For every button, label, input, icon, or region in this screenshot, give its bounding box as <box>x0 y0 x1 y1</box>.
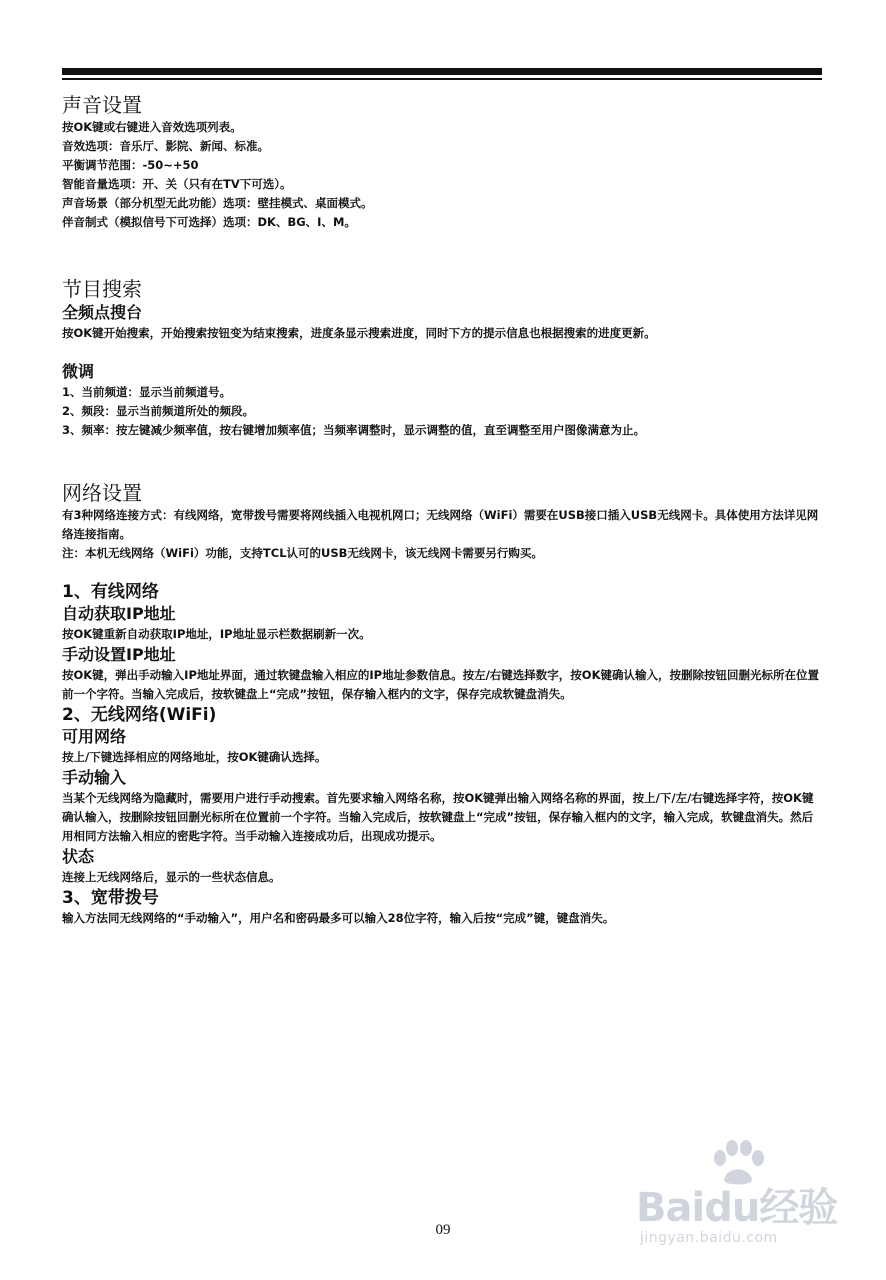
fine-tune-line: 2、频段：显示当前频道所处的频段。 <box>62 404 254 418</box>
broadband-text: 输入方法同无线网络的“手动输入”，用户名和密码最多可以输入28位字符，输入后按“完成”键，键盘消失。 <box>62 911 615 925</box>
wireless-title: 2、无线网络(WiFi) <box>62 705 217 725</box>
auto-ip-title: 自动获取IP地址 <box>62 604 176 623</box>
sound-line: 按OK键或右键进入音效选项列表。 <box>62 120 242 134</box>
auto-ip-text: 按OK键重新自动获取IP地址，IP地址显示栏数据刷新一次。 <box>62 627 371 641</box>
network-title: 网络设置 <box>62 481 142 505</box>
wired-title: 1、有线网络 <box>62 582 159 602</box>
broadband-title: 3、宽带拨号 <box>62 888 159 908</box>
available-title: 可用网络 <box>62 727 127 746</box>
fine-tune-title: 微调 <box>62 362 95 381</box>
watermark-url: jingyan.baidu.com <box>640 1230 778 1246</box>
search-title: 节目搜索 <box>62 277 142 301</box>
sound-title: 声音设置 <box>62 93 142 117</box>
available-text: 按上/下键选择相应的网络地址，按OK键确认选择。 <box>62 750 327 764</box>
sound-line: 平衡调节范围：-50~+50 <box>62 158 199 172</box>
status-title: 状态 <box>62 847 95 866</box>
network-intro: 有3种网络连接方式：有线网络，宽带拨号需要将网线插入电视机网口；无线网络（WiFi）需要在USB接口插入USB无线网卡。具体使用方法详见网络连接指南。 <box>62 508 819 541</box>
page-content <box>62 92 824 928</box>
page-number: 09 <box>435 1222 451 1238</box>
network-note: 注：本机无线网络（WiFi）功能，支持TCL认可的USB无线网卡，该无线网卡需要另行购买。 <box>62 546 543 560</box>
full-search-title: 全频点搜台 <box>62 303 143 322</box>
header-rule-thin <box>62 78 822 80</box>
manual-ip-title: 手动设置IP地址 <box>62 645 176 664</box>
manual-input-text: 当某个无线网络为隐藏时，需要用户进行手动搜索。首先要求输入网络名称，按OK键弹出输入网络名称的界面，按上/下/左/右键选择字符，按OK键确认输入，按删除按钮回删光标所在位置前一个字符。当输入完成后，按软键盘上“完成”按钮，保存输入框内的文字，输入完成，软键盘消失。然后用相同方法输入相应的密匙字符。当手动输入连接成功后，出现成功提示。 <box>62 791 814 843</box>
sound-line: 智能音量选项：开、关（只有在TV下可选）。 <box>62 177 292 191</box>
fine-tune-line: 3、频率：按左键减少频率值，按右键增加频率值；当频率调整时，显示调整的值，直至调整至用户图像满意为止。 <box>62 423 645 437</box>
watermark-logo: Baidu经验 <box>636 1185 838 1231</box>
sound-section <box>62 92 824 232</box>
network-section <box>62 480 824 928</box>
status-text: 连接上无线网络后，显示的一些状态信息。 <box>62 870 281 884</box>
manual-input-title: 手动输入 <box>62 768 127 787</box>
sound-line: 音效选项：音乐厅、影院、新闻、标准。 <box>62 139 269 153</box>
full-search-text: 按OK键开始搜索，开始搜索按钮变为结束搜索，进度条显示搜索进度，同时下方的提示信息也根据搜索的进度更新。 <box>62 326 656 340</box>
sound-line: 伴音制式（模拟信号下可选择）选项：DK、BG、I、M。 <box>62 215 356 229</box>
header-rule <box>62 68 822 75</box>
manual-ip-text: 按OK键，弹出手动输入IP地址界面，通过软键盘输入相应的IP地址参数信息。按左/右键选择数字，按OK键确认输入，按删除按钮回删光标所在位置前一个字符。当输入完成后，按软键盘上“完成”按钮，保存输入框内的文字，保存完成软键盘消失。 <box>62 668 819 701</box>
search-section <box>62 276 824 440</box>
sound-line: 声音场景（部分机型无此功能）选项：壁挂模式、桌面模式。 <box>62 196 373 210</box>
fine-tune-line: 1、当前频道：显示当前频道号。 <box>62 385 231 399</box>
